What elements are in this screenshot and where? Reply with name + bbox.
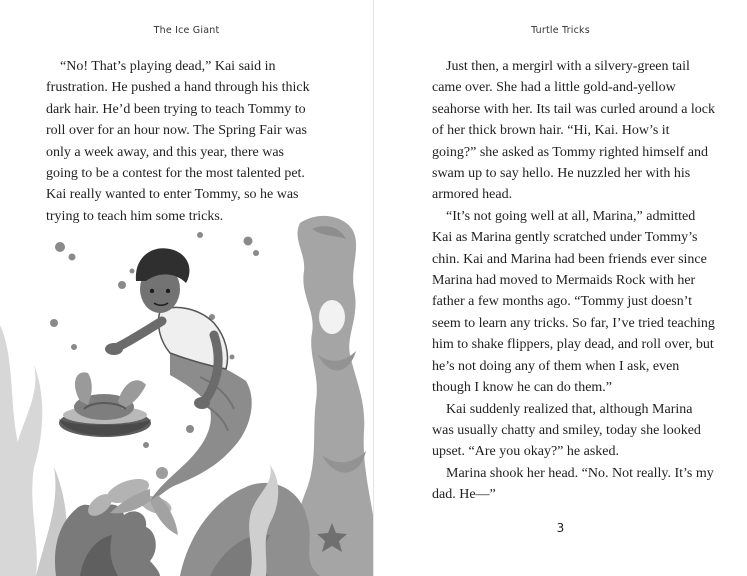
right-body-text	[432, 56, 717, 506]
merboy-kai	[105, 248, 228, 409]
page-number: 3	[556, 521, 565, 535]
right-paragraph-4: Marina shook her head. “No. Not really. It’s my dad. He—”	[432, 465, 714, 503]
left-body-text	[46, 56, 318, 227]
right-paragraph-1: Just then, a mergirl with a silvery-green tail came over. She had a little gold-and-yellow seahorse with her. Its tail was curled around a lock of her thick brown hair. “Hi, Kai. How’s it going?” she asked as Tommy righted himself and swam up to say hello. He nuzzled her with his armored head.	[432, 59, 716, 203]
right-paragraph-2: “It’s not going well at all, Marina,” admitted Kai as Marina gently scratched under Tommy’s chin. Kai and Marina had been friends ever since Marina had moved to Mermaids Rock with her father a few months ago. “Tommy just doesn’t seem to learn any tricks. So far, I’ve tried teaching him to shake flippers, play dead, and roll over, but he’s not doing any of them when I ask, even though I know he can do them.”	[432, 208, 715, 396]
right-running-head: Turtle Tricks	[531, 25, 590, 36]
left-page	[0, 0, 373, 576]
merboy-turtle-illustration	[0, 205, 373, 576]
left-running-head: The Ice Giant	[153, 25, 220, 36]
right-paragraph-3: Kai suddenly realized that, although Marina was usually chatty and smiley, today she looked upset. “Are you okay?” he asked.	[432, 401, 701, 460]
seaweed-left	[0, 325, 67, 576]
foreground-coral	[55, 505, 160, 576]
left-paragraph-1: “No! That’s playing dead,” Kai said in frustration. He pushed a hand through his thick dark hair. He’d been trying to teach Tommy to roll over for an hour now. The Spring Fair was only a week away, and this year, there was going to be a contest for the most talented pet. Kai really wanted to enter Tommy, so he was trying to teach him some tricks.	[46, 59, 310, 224]
